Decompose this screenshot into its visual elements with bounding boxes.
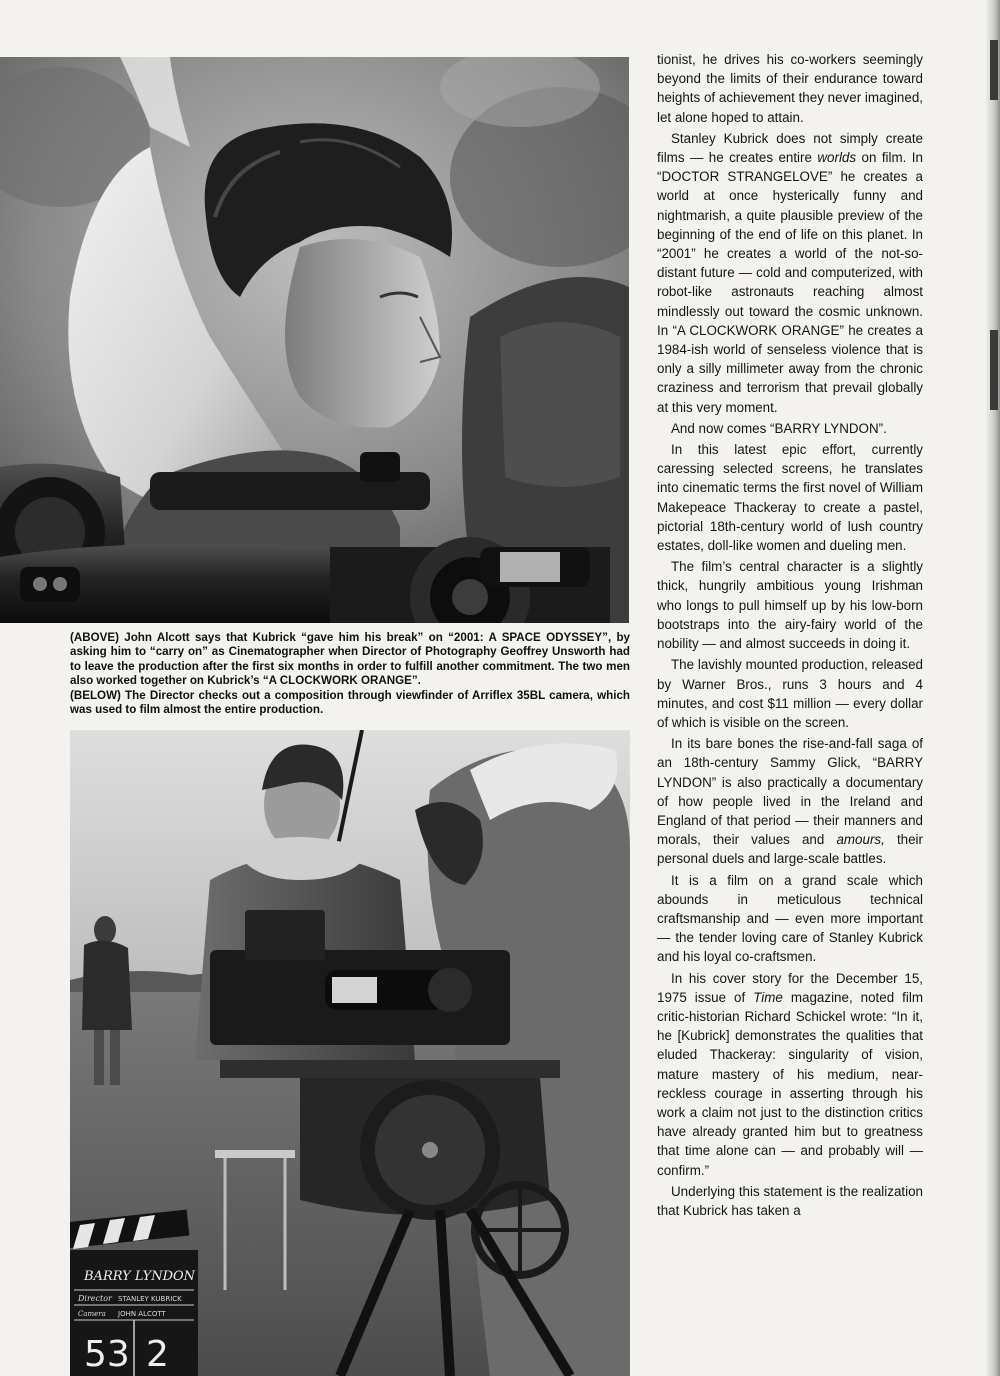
article-paragraph: In this latest epic effort, currently caressing selected screens, he translates into cinematic terms the first novel of William Makepeace Thackeray to create a pastel, pictorial 18th-century world of lush country estates, doll-like women and dueling men.: [657, 442, 923, 554]
article-paragraph: In his cover story for the December 15, 1975 issue of Time magazine, noted film critic-historian Richard Schickel wrote: “In it, he [Kubrick] demonstrates the qualities that eluded Thackeray: singularity of vision, mature mastery of his medium, near-reckless courage in asserting through his work a claim not just to the distinction critics have already granted him but to greatness that time alone can — and probably will — confirm.”: [657, 970, 923, 1178]
article-paragraph: And now comes “BARRY LYNDON”.: [671, 420, 887, 436]
article-column: [657, 50, 923, 1222]
clapperboard: [70, 1210, 198, 1376]
article-paragraph: Underlying this statement is the realization that Kubrick has taken a: [657, 1183, 923, 1218]
director-at-viewfinder-photo: [70, 730, 630, 1376]
page-edge-mark: [990, 40, 998, 100]
article-paragraph: The film’s central character is a slightly thick, hungrily ambitious young Irishman who longs to pull himself up by his low-born bootstraps into the airy-fairy world of the nobility — and almost succeeds in doing it.: [657, 559, 923, 652]
article-paragraph: It is a film on a grand scale which abounds in meticulous technical craftsmanship and — even more important — the tender loving care of Stanley Kubrick and his loyal co-craftsmen.: [657, 872, 923, 965]
caption-above: (ABOVE) John Alcott says that Kubrick “gave him his break” on “2001: A SPACE ODYSSEY”, by asking him to “carry on” as Cinematographer when Director of Photography Geoffrey Unsworth had to leave the production after the first six months in order to fulfill another commitment. The two men also worked together on Kubrick’s “A CLOCKWORK ORANGE”.: [70, 631, 630, 688]
photo-director-at-viewfinder: [70, 730, 630, 1376]
svg-text:Director: Director: [78, 1294, 112, 1303]
clapper-take: 2: [146, 1334, 169, 1375]
page-edge-shadow: [986, 0, 1000, 1376]
article-paragraph: Stanley Kubrick does not simply create films — he creates entire worlds on film. In “DOCTOR STRANGELOVE” he creates a world at once hysterically funny and nightmarish, a quite plausible preview of the beginning of the end of life on this planet. In “2001” he creates a world of the not-so-distant future — cold and computerized, with robot-like astronauts reaching almost mindlessly out toward the cosmic unknown. In “A CLOCKWORK ORANGE” he creates a 1984-ish world of senseless violence that is only a silly millimeter away from the chronic craziness and terrorism that prevail globally at this very moment.: [657, 130, 923, 415]
photo-caption: [70, 631, 630, 717]
article-paragraph: The lavishly mounted production, released by Warner Bros., runs 3 hours and 4 minutes, and cost $11 million — every dollar of which is visible on the screen.: [657, 657, 923, 730]
page-edge-mark: [990, 330, 998, 410]
article-paragraph: tionist, he drives his co-workers seemingly beyond the limits of their endurance toward heights of achievement they never imagined, let alone hoped to attain.: [657, 52, 923, 125]
article-paragraph: In its bare bones the rise-and-fall saga of an 18th-century Sammy Glick, “BARRY LYNDON” is also practically a documentary of how people lived in the Ireland and England of that period — their manners and morals, their values and amours, their personal duels and large-scale battles.: [657, 736, 923, 867]
film-director-with-camera-photo: [0, 57, 629, 623]
caption-below: (BELOW) The Director checks out a composition through viewfinder of Arriflex 35BL camera, which was used to film almost the entire production.: [70, 688, 630, 717]
clapper-title: BARRY LYNDON: [84, 1269, 196, 1284]
clapper-scene: 53: [84, 1334, 130, 1375]
clapper-camera: JOHN ALCOTT: [118, 1310, 166, 1318]
svg-text:Camera: Camera: [78, 1310, 106, 1318]
photo-director-with-camera: [0, 57, 629, 623]
clapper-director: STANLEY KUBRICK: [118, 1295, 182, 1303]
